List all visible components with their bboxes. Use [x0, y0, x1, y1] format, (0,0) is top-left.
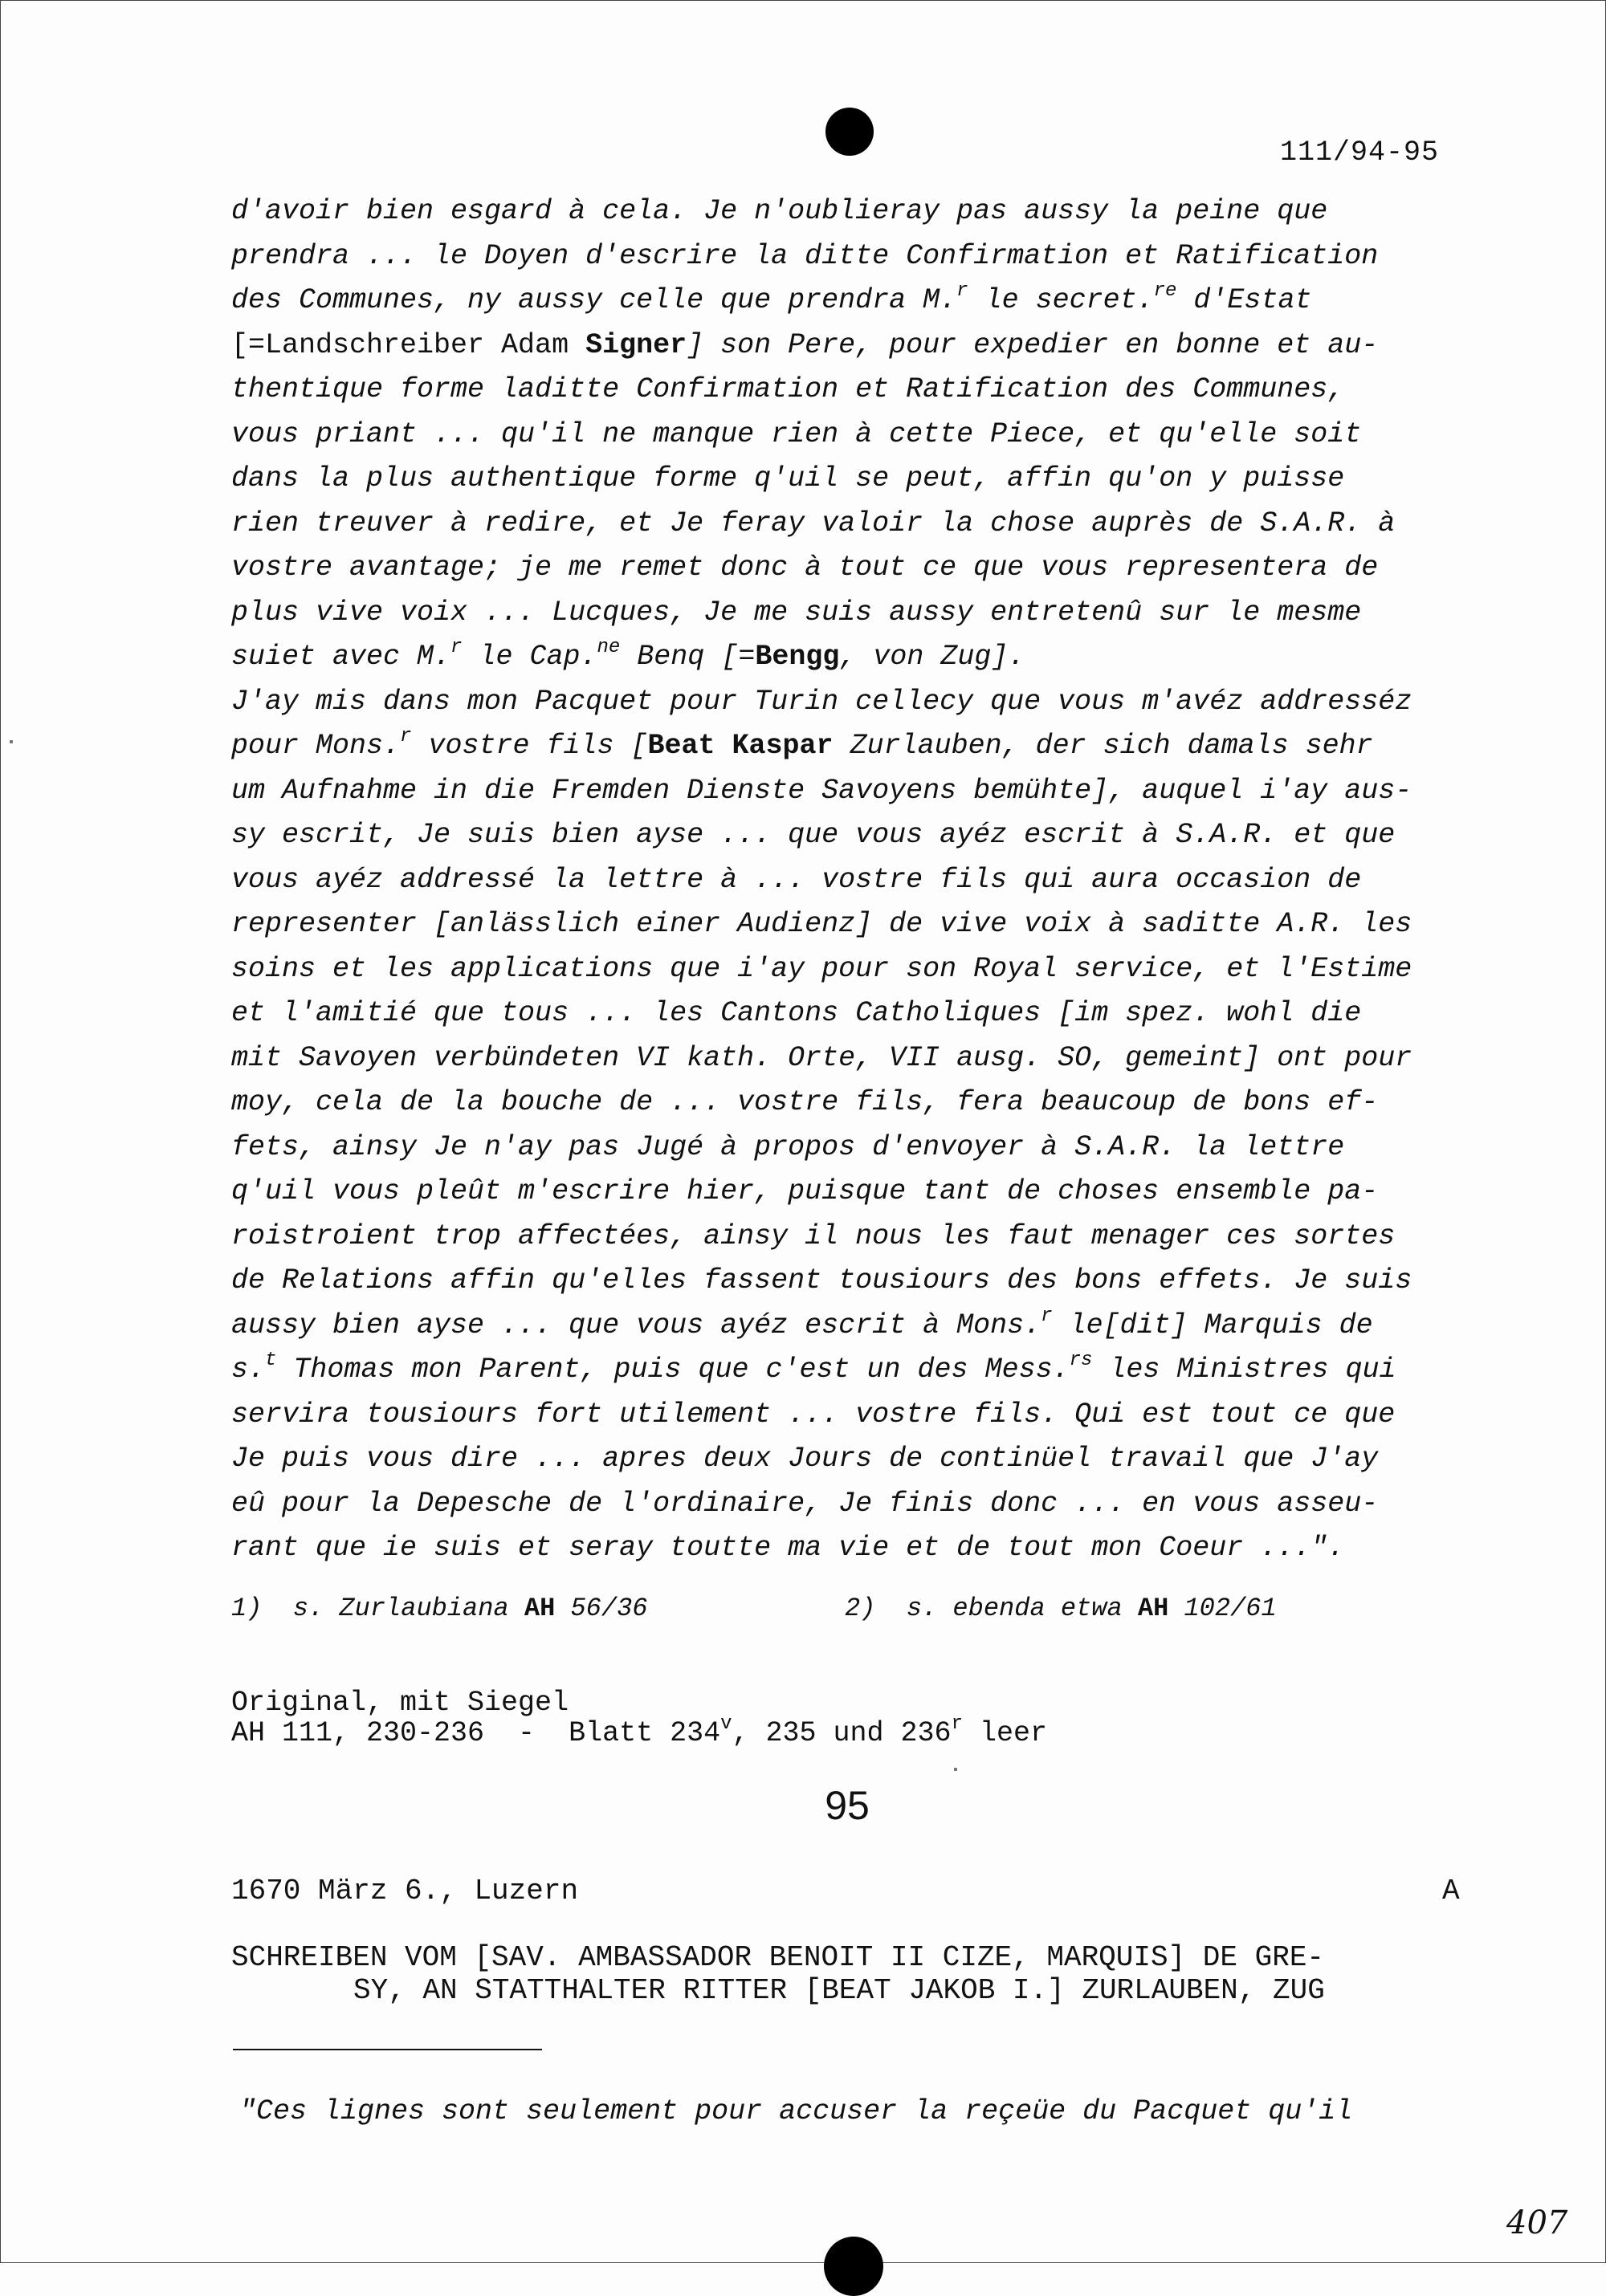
archive-reference: 111/94-95 [1280, 136, 1440, 169]
letter-line [231, 279, 1484, 324]
letter-text: plus vive voix ... Lucques, Je me suis aussy entretenû sur le mesme [231, 596, 1362, 629]
document-number: 95 [825, 1783, 870, 1828]
letter-text: vous ayéz addressé la lettre à ... vostre fils qui aura occasion de [231, 863, 1362, 896]
letter-line [231, 1437, 1484, 1482]
letter-text: prendra ... le Doyen d'escrire la ditte Confirmation et Ratification [231, 239, 1379, 272]
letter-text: Benq [= [620, 641, 756, 673]
heading-line-2: SY, AN STATTHALTER RITTER [BEAT JAKOB I.] ZURLAUBEN, ZUG [353, 1974, 1325, 2007]
letter-text: rant que ie suis et seray toutte ma vie et de tout mon Coeur ...". [231, 1532, 1345, 1564]
footnote-ref: AH [524, 1594, 556, 1623]
letter-text: aussy bien ayse ... que vous ayéz escrit à Mons. [231, 1309, 1041, 1341]
bold-name: Beat Kaspar [647, 730, 834, 762]
heading-line-1: SCHREIBEN VOM [SAV. AMBASSADOR BENOIT II CIZE, MARQUIS] DE GRE- [231, 1941, 1325, 1974]
letter-text: ] son Pere, pour expedier en bonne et au- [687, 328, 1379, 361]
letter-text: s. [231, 1354, 266, 1386]
letter-line [231, 1215, 1484, 1260]
letter-line [231, 591, 1484, 636]
letter-line [231, 769, 1484, 814]
letter-text: mit Savoyen verbündeten VI kath. Orte, VII ausg. SO, gemeint] ont pour [231, 1041, 1412, 1074]
footnote-2 [845, 1594, 1277, 1623]
source-note-line1: Original, mit Siegel [231, 1687, 569, 1719]
letter-line [231, 680, 1484, 725]
letter-line [231, 724, 1484, 769]
letter-line [231, 457, 1484, 502]
document-category: A [1442, 1875, 1460, 1907]
letter-line [231, 546, 1484, 591]
footnote-text: 1) s. Zurlaubiana [231, 1594, 524, 1623]
letter-text: et l'amitié que tous ... les Cantons Catholiques [im spez. wohl die [231, 997, 1362, 1029]
superscript: r [450, 637, 463, 658]
letter-line [231, 1170, 1484, 1215]
bottom-binding-hole-mark [824, 2237, 883, 2296]
letter-text: vostre avantage; je me remet donc à tout ce que vous representera de [231, 552, 1379, 584]
scan-speck [954, 1768, 957, 1771]
letter-text: thentique forme laditte Confirmation et Ratification des Communes, [231, 373, 1345, 405]
superscript: r [1041, 1305, 1053, 1327]
document-date-place: 1670 März 6., Luzern [231, 1875, 579, 1907]
letter-text: roistroient trop affectées, ainsy il nous les faut menager ces sortes [231, 1219, 1396, 1252]
bold-name: Signer [585, 328, 687, 361]
letter-line [231, 1036, 1484, 1081]
document-heading [231, 1941, 1325, 2007]
letter-line [231, 1393, 1484, 1438]
source-note-text: leer [962, 1717, 1047, 1749]
letter-text: le[dit] Marquis de [1052, 1309, 1373, 1341]
letter-line [231, 324, 1484, 368]
letter-text: , von Zug]. [839, 641, 1025, 673]
superscript-recto: r [951, 1713, 963, 1735]
superscript: rs [1069, 1350, 1093, 1371]
letter-text: des Communes, ny aussy celle que prendra M. [231, 284, 957, 316]
letter-text: d'Estat [1176, 284, 1312, 316]
letter-text: dans la plus authentique forme q'uil se peut, affin qu'on y puisse [231, 462, 1345, 495]
footnote-text: 2) s. ebenda etwa [845, 1594, 1138, 1623]
letter-line [231, 1482, 1484, 1527]
letter-line [231, 902, 1484, 947]
handwritten-folio-number: 407 [1506, 2204, 1568, 2241]
letter-text: rien treuver à redire, et Je feray valoir la chose auprès de S.A.R. à [231, 507, 1396, 539]
source-note-text: AH 111, 230-236 - Blatt 234 [231, 1717, 721, 1749]
letter-text: pour Mons. [231, 730, 401, 762]
letter-text: vostre fils [ [411, 730, 648, 762]
letter-text: um Aufnahme in die Fremden Dienste Savoyens bemühte], auquel i'ay aus- [231, 774, 1412, 807]
heading-divider [233, 2049, 542, 2050]
letter-line [231, 947, 1484, 992]
letter-text: le secret. [968, 284, 1154, 316]
letter-line [231, 858, 1484, 903]
letter-text: Je puis vous dire ... apres deux Jours de continüel travail que J'ay [231, 1443, 1379, 1475]
source-note [231, 1687, 1047, 1748]
footnote-ref: AH [1137, 1594, 1169, 1623]
letter-text: soins et les applications que i'ay pour son Royal service, et l'Estime [231, 952, 1412, 985]
superscript: t [265, 1350, 277, 1371]
letter-text: Zurlauben, der sich damals sehr [833, 730, 1373, 762]
letter-line [231, 1126, 1484, 1170]
letter-text: sy escrit, Je suis bien ayse ... que vous ayéz escrit à S.A.R. et que [231, 819, 1396, 851]
letter-line [231, 1526, 1484, 1571]
footnote-1 [231, 1594, 647, 1623]
superscript: re [1153, 280, 1177, 302]
superscript: ne [597, 637, 621, 658]
letter-line [231, 1304, 1484, 1349]
letter-text: representer [anlässlich einer Audienz] de vive voix à saditte A.R. les [231, 908, 1412, 940]
letter-text: J'ay mis dans mon Pacquet pour Turin cellecy que vous m'avéz addresséz [231, 685, 1412, 718]
letter-line [231, 189, 1484, 234]
letter-text: [=Landschreiber Adam [231, 328, 586, 361]
letter-body [231, 189, 1484, 1571]
source-note-text: , 235 und 236 [732, 1717, 952, 1749]
letter-line [231, 635, 1484, 680]
letter-text: les Ministres qui [1092, 1354, 1396, 1386]
letter-text: servira tousiours fort utilement ... vostre fils. Qui est tout ce que [231, 1398, 1396, 1431]
bold-name: Bengg [755, 641, 840, 673]
letter-text: Thomas mon Parent, puis que c'est un des Mess. [276, 1354, 1070, 1386]
superscript: r [400, 726, 412, 747]
superscript-verso: v [720, 1713, 732, 1735]
letter-text: vous priant ... qu'il ne manque rien à cette Piece, et qu'elle soit [231, 417, 1362, 450]
letter-text: eû pour la Depesche de l'ordinaire, Je finis donc ... en vous asseu- [231, 1487, 1379, 1520]
letter-text: fets, ainsy Je n'ay pas Jugé à propos d'envoyer à S.A.R. la lettre [231, 1130, 1345, 1163]
letter-line [231, 991, 1484, 1036]
letter-line [231, 502, 1484, 547]
letter-line [231, 413, 1484, 458]
scan-speck [10, 740, 13, 743]
letter-text: q'uil vous pleût m'escrire hier, puisque tant de choses ensemble pa- [231, 1175, 1379, 1207]
letter-text: suiet avec M. [231, 641, 451, 673]
letter-line [231, 1348, 1484, 1393]
letter-text: de Relations affin qu'elles fassent tousiours des bons effets. Je suis [231, 1264, 1412, 1297]
letter-line [231, 1081, 1484, 1126]
footnote-text: 102/61 [1168, 1594, 1277, 1623]
letter-line [231, 813, 1484, 858]
letter-text: le Cap. [462, 641, 597, 673]
letter-text: d'avoir bien esgard à cela. Je n'oublieray pas aussy la peine que [231, 195, 1328, 227]
letter-line [231, 234, 1484, 279]
letter-line [231, 1259, 1484, 1304]
footnote-text: 56/36 [555, 1594, 648, 1623]
letter-line [231, 368, 1484, 413]
superscript: r [956, 280, 968, 302]
letter-text: moy, cela de la bouche de ... vostre fils, fera beaucoup de bons ef- [231, 1086, 1379, 1118]
binding-hole-mark [825, 108, 874, 156]
letter-opening-quote: "Ces lignes sont seulement pour accuser la reçeüe du Pacquet qu'il [239, 2095, 1353, 2127]
